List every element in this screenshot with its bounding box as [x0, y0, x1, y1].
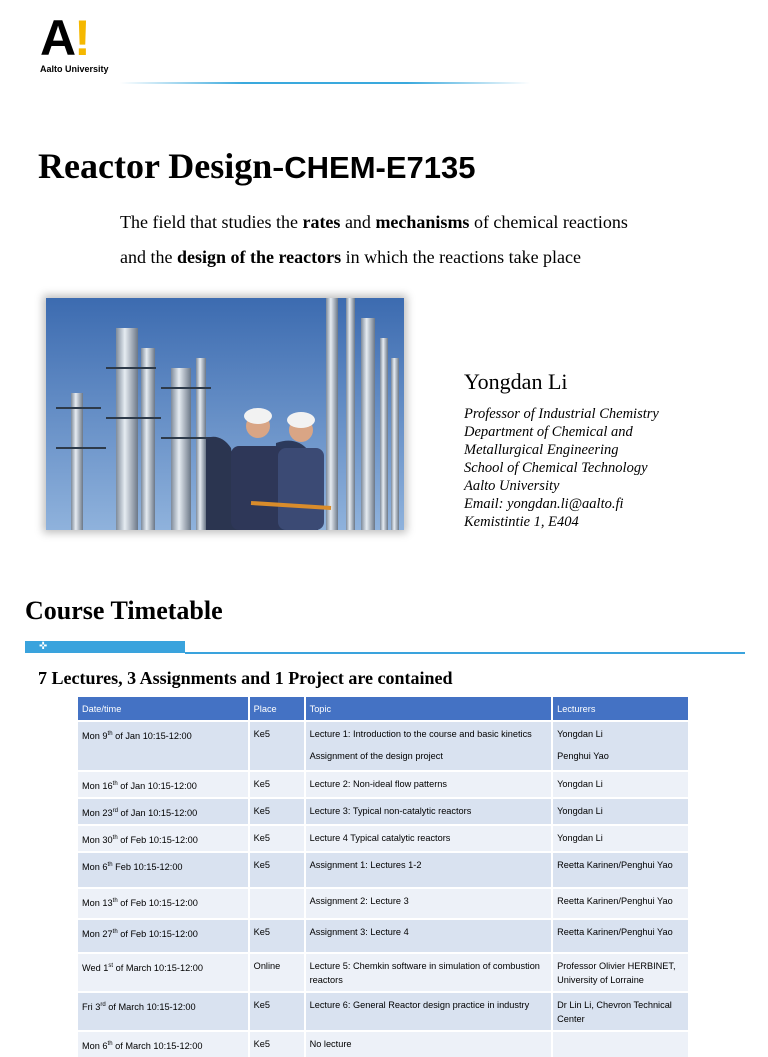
- cell-topic: [305, 825, 553, 852]
- cell-datetime-part: of Feb 10:15-12:00: [117, 898, 198, 909]
- intro-emphasis: design of the reactors: [176, 247, 342, 267]
- cell-datetime: [78, 721, 249, 771]
- cell-topic-line: Assignment of the design project: [309, 751, 443, 761]
- cell-datetime-part: of Jan 10:15-12:00: [117, 781, 197, 792]
- cell-datetime: [78, 919, 249, 953]
- cell-lecturer-line: Penghui Yao: [557, 751, 609, 761]
- table-row: [78, 888, 689, 919]
- cell-lecturer: [552, 721, 689, 771]
- cell-place: Ke5: [249, 992, 305, 1031]
- column-header-place: Place: [249, 697, 305, 721]
- cell-datetime-part: th: [107, 731, 113, 737]
- cell-lecturer-line: Yongdan Li: [557, 729, 603, 739]
- cell-datetime-part: of Jan 10:15-12:00: [112, 731, 192, 742]
- cell-topic: [305, 888, 553, 919]
- timetable-subtitle: 7 Lectures, 3 Assignments and 1 Project are contained: [38, 668, 453, 688]
- cell-lecturer: [552, 992, 689, 1031]
- intro-emphasis: rates: [302, 212, 341, 232]
- professor-title: Professor of Industrial Chemistry: [464, 406, 659, 422]
- professor-school: School of Chemical Technology: [464, 460, 648, 476]
- cell-lecturer: [552, 888, 689, 919]
- professor-office: Kemistintie 1, E404: [464, 514, 579, 530]
- table-row: [78, 825, 689, 852]
- cell-lecturer-line: Reetta Karinen/Penghui Yao: [557, 896, 673, 907]
- timetable-table: [78, 697, 690, 1057]
- professor-details: [464, 405, 659, 531]
- cell-datetime: [78, 852, 249, 888]
- cell-lecturer: [552, 953, 689, 992]
- cell-datetime-part: Mon 9: [82, 731, 108, 742]
- cell-topic: [305, 919, 553, 953]
- cell-lecturer-line: Reetta Karinen/Penghui Yao: [557, 927, 673, 938]
- cell-place: Ke5: [249, 919, 305, 953]
- cell-datetime-part: st: [108, 963, 114, 970]
- cell-topic: [305, 798, 553, 825]
- cell-datetime-part: Wed 1: [82, 963, 109, 974]
- cell-topic-line: Lecture 4 Typical catalytic reactors: [309, 833, 451, 844]
- table-row: [78, 721, 689, 771]
- cell-datetime-part: Feb 10:15-12:00: [112, 862, 183, 873]
- cell-topic-line: Lecture 1: Introduction to the course and basic kinetics: [309, 729, 532, 739]
- cell-datetime-part: Mon 27: [82, 929, 113, 940]
- diamond-plus-icon: ✜: [39, 641, 48, 652]
- cell-lecturer: [552, 919, 689, 953]
- professor-university: Aalto University: [464, 478, 560, 494]
- cell-topic: [305, 992, 553, 1031]
- intro-text-segment: of chemical reactions: [469, 212, 628, 232]
- intro-text-segment: in which the reactions take place: [341, 247, 582, 267]
- table-row: [78, 953, 689, 992]
- professor-department-cont: Metallurgical Engineering: [464, 442, 619, 458]
- table-row: [78, 798, 689, 825]
- column-header-topic: Topic: [305, 697, 553, 721]
- cell-topic-line: Assignment 1: Lectures 1-2: [309, 860, 422, 871]
- table-header-row: [78, 697, 689, 721]
- cell-topic-line: Lecture 6: General Reactor design practice in industry: [309, 1000, 530, 1011]
- cell-datetime-part: th: [112, 781, 118, 787]
- cell-datetime-part: of Feb 10:15-12:00: [117, 835, 198, 846]
- cell-topic-line: Lecture 2: Non-ideal flow patterns: [309, 779, 447, 789]
- aalto-logo-text: Aalto University: [40, 64, 109, 74]
- cell-lecturer-line: Professor Olivier HERBINET, University of Lorraine: [557, 961, 676, 986]
- cell-place: Ke5: [249, 1031, 305, 1057]
- cell-place: [249, 888, 305, 919]
- course-code: CHEM-E7135: [284, 150, 476, 185]
- cell-lecturer: [552, 852, 689, 888]
- aalto-logo: [40, 10, 109, 74]
- cell-datetime-part: th: [107, 1041, 113, 1048]
- cell-lecturer-line: Dr Lin Li, Chevron Technical Center: [557, 1000, 672, 1025]
- cell-lecturer-line: Reetta Karinen/Penghui Yao: [557, 860, 673, 871]
- intro-text-segment: The field that studies the: [120, 212, 303, 232]
- cell-datetime: [78, 992, 249, 1031]
- cell-topic: [305, 721, 553, 771]
- cell-datetime-part: th: [112, 929, 118, 936]
- cell-topic: [305, 953, 553, 992]
- cell-topic-line: No lecture: [309, 1039, 352, 1050]
- cell-datetime-part: rd: [100, 1002, 106, 1009]
- timetable-divider: [185, 652, 745, 654]
- cell-datetime: [78, 771, 249, 798]
- table-row: [78, 992, 689, 1031]
- cell-datetime: [78, 888, 249, 919]
- cell-place: Ke5: [249, 721, 305, 771]
- aalto-logo-mark: A!: [40, 10, 89, 66]
- cell-place: Ke5: [249, 852, 305, 888]
- table-row: [78, 1031, 689, 1057]
- cell-datetime-part: th: [112, 835, 118, 842]
- cell-lecturer: [552, 825, 689, 852]
- intro-text-segment: and the: [120, 247, 177, 267]
- table-row: [78, 771, 689, 798]
- cell-datetime-part: Mon 6: [82, 1041, 108, 1052]
- cell-lecturer: [552, 1031, 689, 1057]
- cell-datetime: [78, 953, 249, 992]
- cell-datetime-part: of Jan 10:15-12:00: [118, 808, 198, 819]
- column-header-lecturers: Lecturers: [552, 697, 689, 721]
- intro-line-2: [120, 240, 628, 275]
- cell-topic: [305, 771, 553, 798]
- cell-datetime-part: of March 10:15-12:00: [113, 963, 203, 974]
- professor-email: Email: yongdan.li@aalto.fi: [464, 496, 624, 512]
- cell-datetime-part: Mon 6: [82, 862, 108, 873]
- cell-lecturer: [552, 771, 689, 798]
- timetable-body: [78, 721, 689, 1057]
- header-divider: [120, 82, 530, 84]
- page-title: Reactor Design-CHEM-E7135: [38, 146, 476, 186]
- cell-place: Ke5: [249, 771, 305, 798]
- table-row: [78, 919, 689, 953]
- intro-text-segment: and: [340, 212, 376, 232]
- cell-place: Ke5: [249, 825, 305, 852]
- cell-topic-line: Assignment 3: Lecture 4: [309, 927, 409, 938]
- cell-datetime-part: of March 10:15-12:00: [112, 1041, 203, 1052]
- intro-line-1: [120, 205, 628, 240]
- cell-datetime-part: th: [107, 862, 113, 869]
- cell-datetime: [78, 825, 249, 852]
- intro-text: [120, 205, 628, 275]
- cell-datetime-part: Mon 16: [82, 781, 113, 792]
- cell-datetime-part: Mon 30: [82, 835, 113, 846]
- cell-topic-line: Assignment 2: Lecture 3: [309, 896, 409, 907]
- professor-name: Yongdan Li: [464, 369, 568, 394]
- timetable-heading: Course Timetable: [25, 596, 223, 625]
- cell-lecturer-line: Yongdan Li: [557, 779, 603, 789]
- refinery-photo: [46, 298, 404, 530]
- cell-place: Ke5: [249, 798, 305, 825]
- cell-topic: [305, 1031, 553, 1057]
- cell-place: Online: [249, 953, 305, 992]
- cell-topic-line: Lecture 3: Typical non-catalytic reactors: [309, 806, 472, 817]
- cell-datetime-part: of Feb 10:15-12:00: [117, 929, 198, 940]
- cell-datetime-part: Fri 3: [82, 1002, 101, 1013]
- cell-topic: [305, 852, 553, 888]
- professor-department: Department of Chemical and: [464, 424, 633, 440]
- cell-datetime: [78, 798, 249, 825]
- cell-datetime-part: of March 10:15-12:00: [105, 1002, 196, 1013]
- cell-datetime-part: rd: [112, 808, 118, 815]
- cell-datetime: [78, 1031, 249, 1057]
- cell-datetime-part: Mon 23: [82, 808, 113, 819]
- cell-lecturer: [552, 798, 689, 825]
- cell-lecturer-line: Yongdan Li: [557, 833, 603, 844]
- cell-topic-line: Lecture 5: Chemkin software in simulation of combustion reactors: [309, 961, 540, 986]
- column-header-datetime: Date/time: [78, 697, 249, 721]
- table-row: [78, 852, 689, 888]
- cell-datetime-part: th: [112, 898, 118, 905]
- cell-datetime-part: Mon 13: [82, 898, 113, 909]
- cell-lecturer-line: Yongdan Li: [557, 806, 603, 817]
- timetable-heading-bar: [25, 641, 185, 653]
- intro-emphasis: mechanisms: [375, 212, 470, 232]
